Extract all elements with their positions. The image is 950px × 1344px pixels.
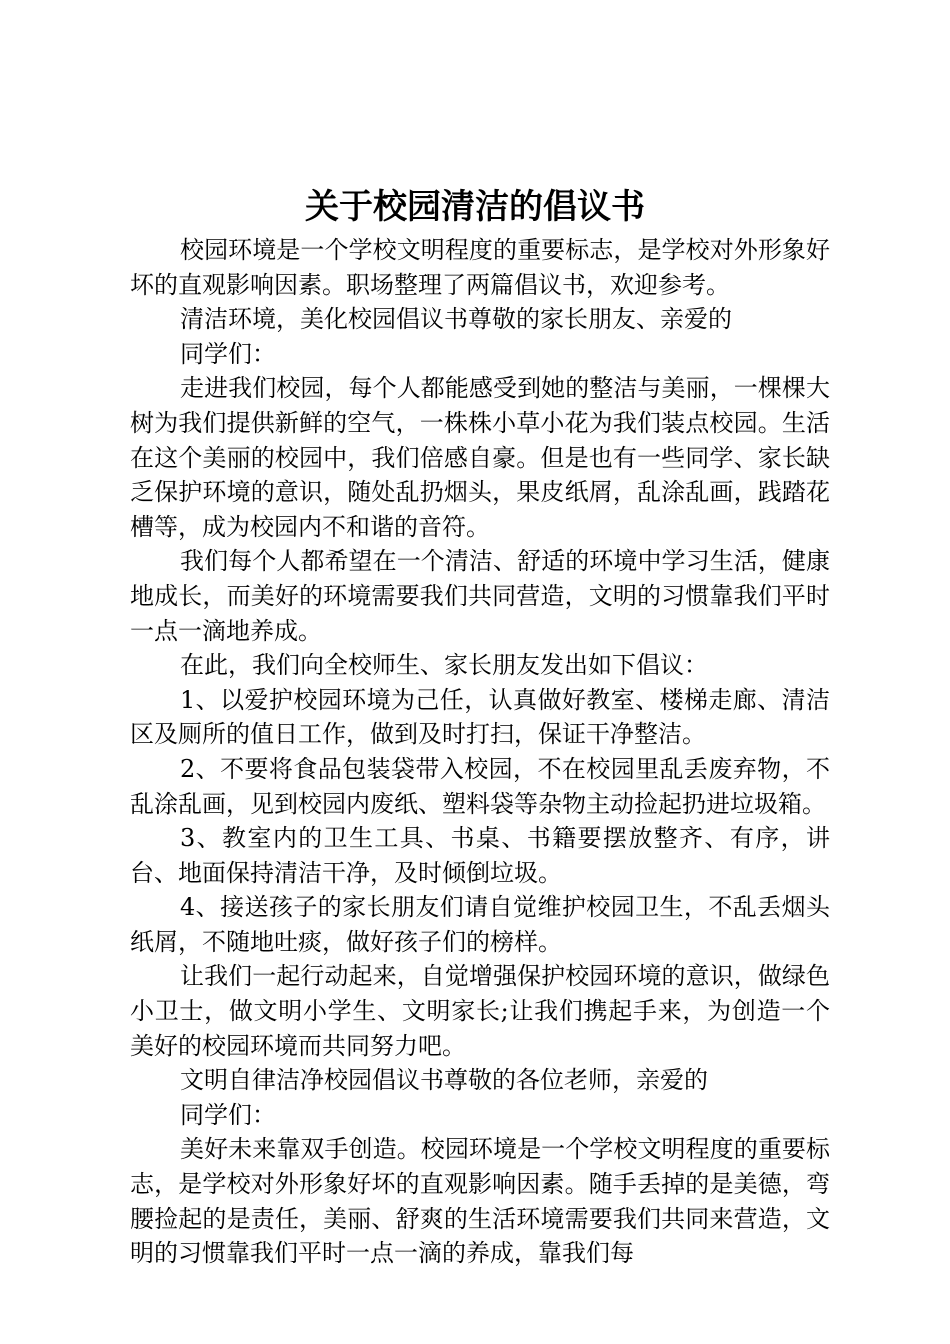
paragraph-proposal-1-heading: 清洁环境，美化校园倡议书尊敬的家长朋友、亲爱的: [180, 305, 732, 334]
document-body: [130, 233, 830, 1271]
list-item-2: 2、不要将食品包装袋带入校园，不在校园里乱丢废弃物，不乱涂乱画，见到校园内废纸、塑料袋等杂物主动捡起扔进垃圾箱。: [130, 754, 830, 818]
paragraph-proposal-2-heading: 文明自律洁净校园倡议书尊敬的各位老师，亲爱的: [180, 1066, 708, 1095]
paragraph-proposal-intro: 在此，我们向全校师生、家长朋友发出如下倡议：: [180, 651, 708, 680]
paragraph-future: 美好未来靠双手创造。校园环境是一个学校文明程度的重要标志，是学校对外形象好坏的直观影响因素。随手丢掉的是美德，弯腰捡起的是责任，美丽、舒爽的生活环境需要我们共同来营造，文明的习惯靠我们平时一点一滴的养成，靠我们每: [130, 1135, 830, 1268]
paragraph-shared-hope: 我们每个人都希望在一个清洁、舒适的环境中学习生活，健康地成长，而美好的环境需要我们共同营造，文明的习惯靠我们平时一点一滴地养成。: [130, 547, 830, 645]
paragraph-salutation-2: 同学们：: [180, 1100, 276, 1129]
document-title: 关于校园清洁的倡议书: [305, 187, 645, 227]
paragraph-intro: 校园环境是一个学校文明程度的重要标志，是学校对外形象好坏的直观影响因素。职场整理了两篇倡议书，欢迎参考。: [130, 236, 830, 299]
list-item-1: 1、以爱护校园环境为己任，认真做好教室、楼梯走廊、清洁区及厕所的值日工作，做到及时打扫，保证干净整洁。: [130, 685, 830, 749]
list-item-4: 4、接送孩子的家长朋友们请自觉维护校园卫生，不乱丢烟头纸屑，不随地吐痰，做好孩子们的榜样。: [130, 893, 830, 956]
list-item-3: 3、教室内的卫生工具、书桌、书籍要摆放整齐、有序，讲台、地面保持清洁干净，及时倾倒垃圾。: [130, 824, 830, 887]
paragraph-campus-description: 走进我们校园，每个人都能感受到她的整洁与美丽，一棵棵大树为我们提供新鲜的空气，一株株小草小花为我们装点校园。生活在这个美丽的校园中，我们倍感自豪。但是也有一些同学、家长缺乏保护环境的意识，随处乱扔烟头，果皮纸屑，乱涂乱画，践踏花槽等，成为校园内不和谐的音符。: [130, 374, 830, 541]
paragraph-salutation-1: 同学们：: [180, 339, 276, 368]
paragraph-call-to-action: 让我们一起行动起来，自觉增强保护校园环境的意识，做绿色小卫士，做文明小学生、文明家长;让我们携起手来，为创造一个美好的校园环境而共同努力吧。: [130, 962, 830, 1060]
